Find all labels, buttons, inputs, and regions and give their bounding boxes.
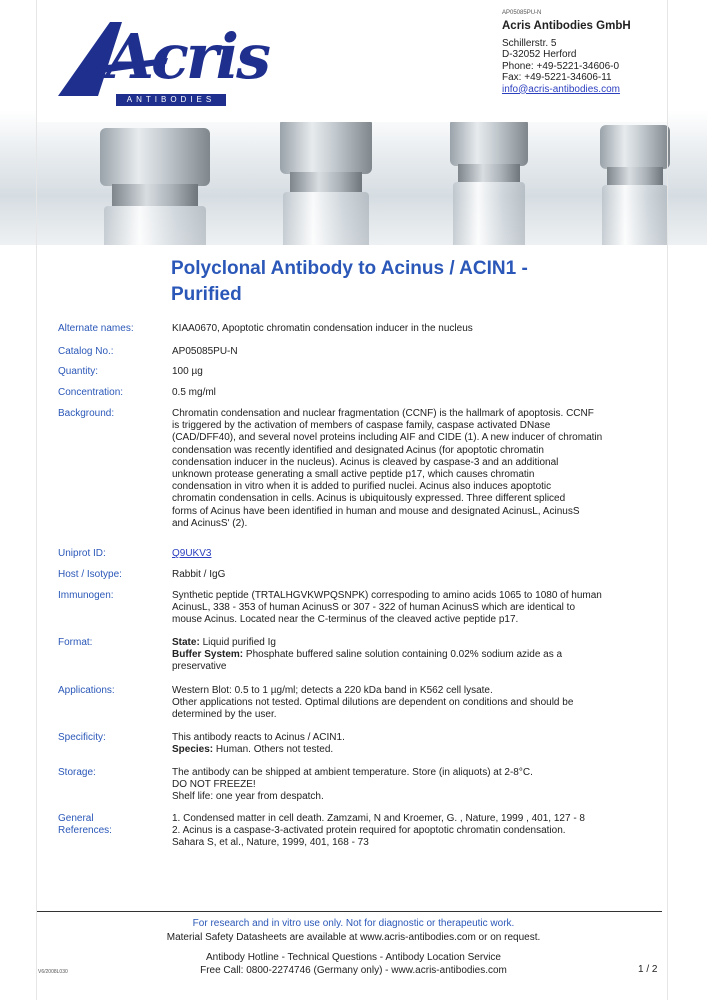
background-line: condensation was recently identified and designated Acinus (for apoptotic chromatin — [172, 444, 544, 456]
buffer-label: Buffer System: — [172, 649, 244, 661]
value-catalog-no: AP05085PU-N — [172, 346, 238, 357]
reference-line: 2. Acinus is a caspase-3-activated protein required for apoptotic chromatin condensation. — [172, 825, 566, 837]
background-line: is triggered by the activation of members of caspase family, caspase activated DNase — [172, 420, 551, 432]
company-name: Acris Antibodies GmbH — [502, 20, 631, 32]
label-format: Format: — [58, 637, 93, 648]
footer-research-note: For research and in vitro use only. Not for diagnostic or therapeutic work. — [192, 918, 515, 929]
references-label-1: General — [58, 813, 94, 824]
uniprot-link[interactable]: Q9UKV3 — [172, 548, 212, 559]
species-value: Human. Others not tested. — [213, 744, 334, 756]
format-buffer — [172, 649, 652, 661]
title-line-2: Purified — [171, 284, 242, 305]
storage-line: DO NOT FREEZE! — [172, 779, 256, 791]
storage-line: Shelf life: one year from despatch. — [172, 791, 324, 803]
logo-subtext: ANTIBODIES — [116, 94, 226, 106]
reference-line: 1. Condensed matter in cell death. Zamzami, N and Kroemer, G. , Nature, 1999 , 401, 127 - 8 — [172, 813, 585, 824]
applications-line: determined by the user. — [172, 709, 277, 721]
footer-msds-note: Material Safety Datasheets are available at www.acris-antibodies.com or on request. — [166, 932, 541, 943]
value-specificity — [172, 732, 652, 756]
storage-line: The antibody can be shipped at ambient temperature. Store (in aliquots) at 2-8°C. — [172, 767, 533, 778]
label-references — [58, 813, 163, 837]
company-city: D-32052 Herford — [502, 49, 577, 60]
label-uniprot: Uniprot ID: — [58, 548, 106, 559]
label-quantity: Quantity: — [58, 366, 99, 377]
product-code-small: AP05085PU-N — [502, 10, 542, 16]
background-line: chromatin condensation in cells. Acinus is ubiquitously expressed. Three different spliced — [172, 493, 566, 505]
header-banner — [0, 0, 707, 245]
value-background — [172, 408, 652, 530]
company-email-link[interactable]: info@acris-antibodies.com — [502, 83, 620, 95]
value-storage — [172, 767, 652, 804]
label-alternate-names: Alternate names: — [58, 323, 134, 334]
background-line: (CAD/DFF40), and several novel proteins including AIF and CIDE (1). A new inducer of chromatin — [172, 432, 603, 444]
value-alternate-names: KIAA0670, Apoptotic chromatin condensation inducer in the nucleus — [172, 323, 473, 334]
value-concentration: 0.5 mg/ml — [172, 387, 216, 398]
vial-image-4 — [600, 125, 670, 245]
company-address — [502, 8, 672, 95]
specificity-species — [172, 744, 652, 756]
specificity-line: This antibody reacts to Acinus / ACIN1. — [172, 732, 345, 743]
vial-image-3 — [450, 118, 528, 245]
version-code: V6/2008L030 — [38, 969, 68, 975]
background-line: forms of Acinus have been identified in human and mouse and designated AcinusL, AcinusS — [172, 505, 580, 517]
applications-line: Western Blot: 0.5 to 1 µg/ml; detects a 220 kDa band in K562 cell lysate. — [172, 685, 493, 696]
vial-image-1 — [100, 128, 210, 245]
company-street: Schillerstr. 5 — [502, 37, 557, 49]
background-line: condensation in vitro when it is added to purified nuclei. Acinus also induces apoptotic — [172, 481, 552, 493]
immunogen-line: AcinusL, 338 - 353 of human AcinusS or 307 - 322 of human AcinusS which are identical to — [172, 602, 576, 614]
state-value: Liquid purified Ig — [199, 637, 276, 648]
page-title — [171, 256, 641, 308]
background-line: Chromatin condensation and nuclear fragmentation (CCNF) is the hallmark of apoptosis. CCNF — [172, 408, 594, 419]
label-immunogen: Immunogen: — [58, 590, 114, 601]
footer-divider — [36, 911, 662, 912]
label-host: Host / Isotype: — [58, 569, 122, 580]
format-state — [172, 637, 652, 649]
state-label: State: — [172, 637, 200, 648]
company-phone: Phone: +49-5221-34606-0 — [502, 60, 620, 72]
footer-hotline: Antibody Hotline - Technical Questions - Antibody Location Service — [206, 952, 501, 963]
value-immunogen — [172, 590, 652, 627]
acris-logo — [58, 16, 268, 111]
background-line: unknown protease generating a small active peptide p17, which causes chromatin — [172, 469, 535, 481]
vial-image-2 — [280, 118, 372, 245]
page-number: 1 / 2 — [638, 964, 658, 975]
footer-free-call: Free Call: 0800-2274746 (Germany only) - www.acris-antibodies.com — [200, 965, 507, 976]
value-applications — [172, 685, 652, 722]
background-line: and AcinusS' (2). — [172, 517, 248, 529]
value-format — [172, 637, 652, 674]
value-quantity: 100 µg — [172, 366, 203, 377]
buffer-value: Phosphate buffered saline solution containing 0.02% sodium azide as a — [243, 649, 563, 661]
applications-line: Other applications not tested. Optimal dilutions are dependent on conditions and should be — [172, 697, 574, 709]
value-host: Rabbit / IgG — [172, 569, 226, 580]
label-background: Background: — [58, 408, 115, 419]
title-line-1: Polyclonal Antibody to Acinus / ACIN1 - — [171, 258, 528, 279]
label-concentration: Concentration: — [58, 387, 124, 398]
buffer-value-cont: preservative — [172, 661, 227, 673]
company-fax: Fax: +49-5221-34606-11 — [502, 72, 612, 83]
label-storage: Storage: — [58, 767, 96, 778]
logo-text: Acris — [106, 20, 268, 93]
reference-line: Sahara S, et al., Nature, 1999, 401, 168 - 73 — [172, 837, 369, 849]
species-label: Species: — [172, 744, 214, 756]
label-applications: Applications: — [58, 685, 115, 696]
immunogen-line: Synthetic peptide (TRTALHGVKWPQSNPK) correspoding to amino acids 1065 to 1080 of human — [172, 590, 602, 601]
background-line: condensation inducer in the nucleus). Acinus is cleaved by caspase-3 and an additional — [172, 456, 559, 468]
label-specificity: Specificity: — [58, 732, 106, 743]
immunogen-line: mouse Acinus. Located near the C-terminus of the cleaved active peptide p17. — [172, 614, 519, 626]
value-references — [172, 813, 652, 850]
label-catalog-no: Catalog No.: — [58, 346, 114, 357]
references-label-2: References: — [58, 825, 112, 837]
